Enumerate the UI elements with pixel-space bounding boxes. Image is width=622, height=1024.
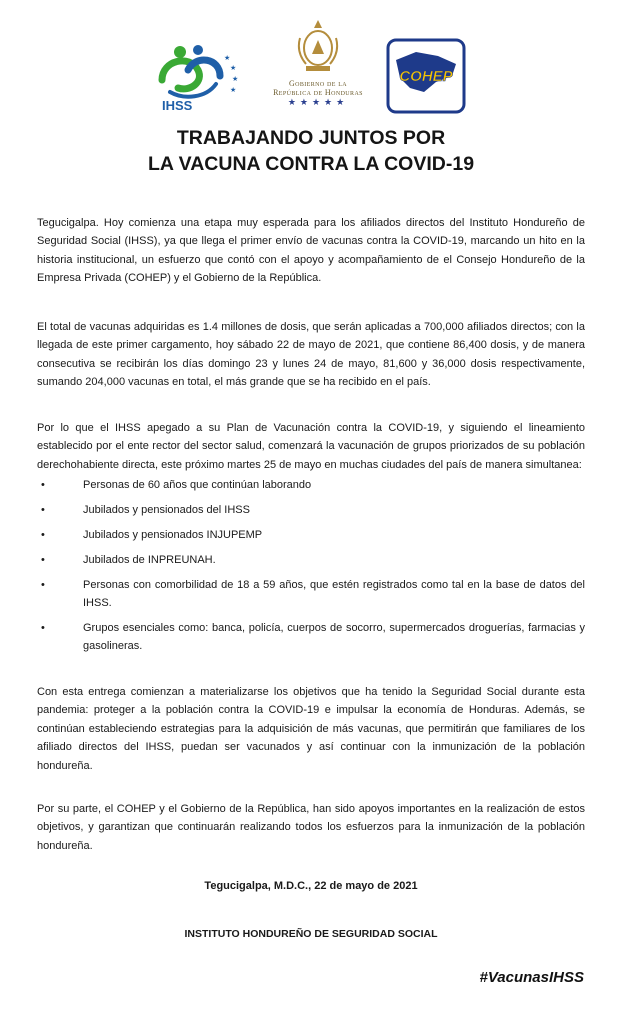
list-item-text: Grupos esenciales como: banca, policía, cuerpos de socorro, supermercados droguerías, farmacias y gasolineras. [83, 621, 585, 653]
list-item [37, 551, 585, 569]
paragraph-vaccine-totals: El total de vacunas adquiridas es 1.4 millones de dosis, que serán aplicadas a 700,000 afiliados directos; con la llegada de este primer cargamento, hoy sábado 22 de mayo de 2021, que contiene 86,400 dosis, y de manera consecutiva se recibirán los días domingo 23 y lunes 24 de mayo, 81,600 y 36,000 dosis respectivamente, sumando 204,000 vacunas en total, el más grande que se ha recibido en el país. [37, 321, 585, 389]
list-item [37, 576, 585, 613]
paragraph-intro: Tegucigalpa. Hoy comienza una etapa muy esperada para los afiliados directos del Instituto Hondureño de Seguridad Social (IHSS), ya que llega el primer envío de vacunas contra la COVID-19, marcando un hito en la historia institucional, un esfuerzo que contó con el apoyo y acompañamiento de el Consejo Hondureño de la Empresa Privada (COHEP) y el Gobierno de la República. [37, 217, 585, 285]
list-item-text: Jubilados de INPREUNAH. [83, 553, 216, 566]
svg-text:★: ★ [232, 76, 239, 83]
list-item [37, 526, 585, 544]
list-item-text: Jubilados y pensionados INJUPEMP [83, 528, 263, 541]
ihss-logo-text: IHSS [162, 98, 193, 112]
hashtag: #VacunasIHSS [479, 969, 584, 986]
title-line-2: LA VACUNA CONTRA LA COVID-19 [147, 153, 475, 175]
svg-text:★: ★ [230, 65, 237, 72]
logo-bar [0, 18, 622, 118]
government-name-line2: República de Honduras [273, 88, 363, 97]
paragraph-support: Por su parte, el COHEP y el Gobierno de la República, han sido apoyos importantes en la realización de estos objetivos, y garantizan que continuarán realizando todos los esfuerzos para la inmunización de la población hondureña. [37, 803, 585, 852]
bullet-icon: • [41, 553, 45, 566]
page-title [0, 125, 622, 177]
bullet-icon: • [41, 528, 45, 541]
bullet-icon: • [41, 503, 45, 516]
government-logo [268, 18, 368, 118]
bullet-icon: • [41, 621, 45, 634]
ihss-logo [150, 40, 245, 112]
list-item [37, 619, 585, 656]
ihss-emblem-icon [150, 40, 245, 112]
title-line-1: TRABAJANDO JUNTOS POR [176, 127, 446, 149]
list-item [37, 476, 585, 494]
institution-signature: INSTITUTO HONDUREÑO DE SEGURIDAD SOCIAL [184, 928, 438, 940]
bullet-icon: • [41, 479, 45, 491]
priority-groups-list [37, 476, 585, 662]
cohep-logo-text: COHEP [399, 68, 453, 85]
government-name-line1: Gobierno de la [288, 79, 348, 88]
paragraph-vaccination-plan: Por lo que el IHSS apegado a su Plan de Vacunación contra la COVID-19, y siguiendo el lineamiento establecido por el ente rector del sector salud, comenzará la vacunación de grupos priorizados de su población derechohabiente directa, este próximo martes 25 de mayo en muchas ciudades del país de manera simultanea: [37, 422, 585, 471]
list-item-text: Jubilados y pensionados del IHSS [83, 503, 250, 516]
dateline: Tegucigalpa, M.D.C., 22 de mayo de 2021 [204, 880, 418, 892]
paragraph-objectives: Con esta entrega comienzan a materializarse los objetivos que ha tenido la Seguridad Social durante esta pandemia: proteger a la población contra la COVID-19 e impulsar la economía de Honduras. Además, se continúan estableciendo estrategias para la adquisición de más vacunas, que permitirán que familiares de los afiliado directos del IHSS, puedan ser vacunados y así continuar con la inmunización de la población hondureña. [37, 686, 585, 772]
cohep-logo [386, 38, 466, 114]
bullet-icon: • [41, 578, 45, 591]
government-stars: ★★★★★ [287, 97, 349, 107]
list-item-text: Personas de 60 años que continúan laborando [83, 479, 312, 491]
list-item-text: Personas con comorbilidad de 18 a 59 años, que estén registrados como tal en la base de datos del IHSS. [83, 578, 585, 610]
coat-of-arms-icon [296, 18, 340, 74]
svg-text:★: ★ [224, 55, 231, 62]
svg-text:★: ★ [230, 87, 237, 94]
cohep-emblem-icon [386, 38, 466, 114]
list-item [37, 501, 585, 519]
